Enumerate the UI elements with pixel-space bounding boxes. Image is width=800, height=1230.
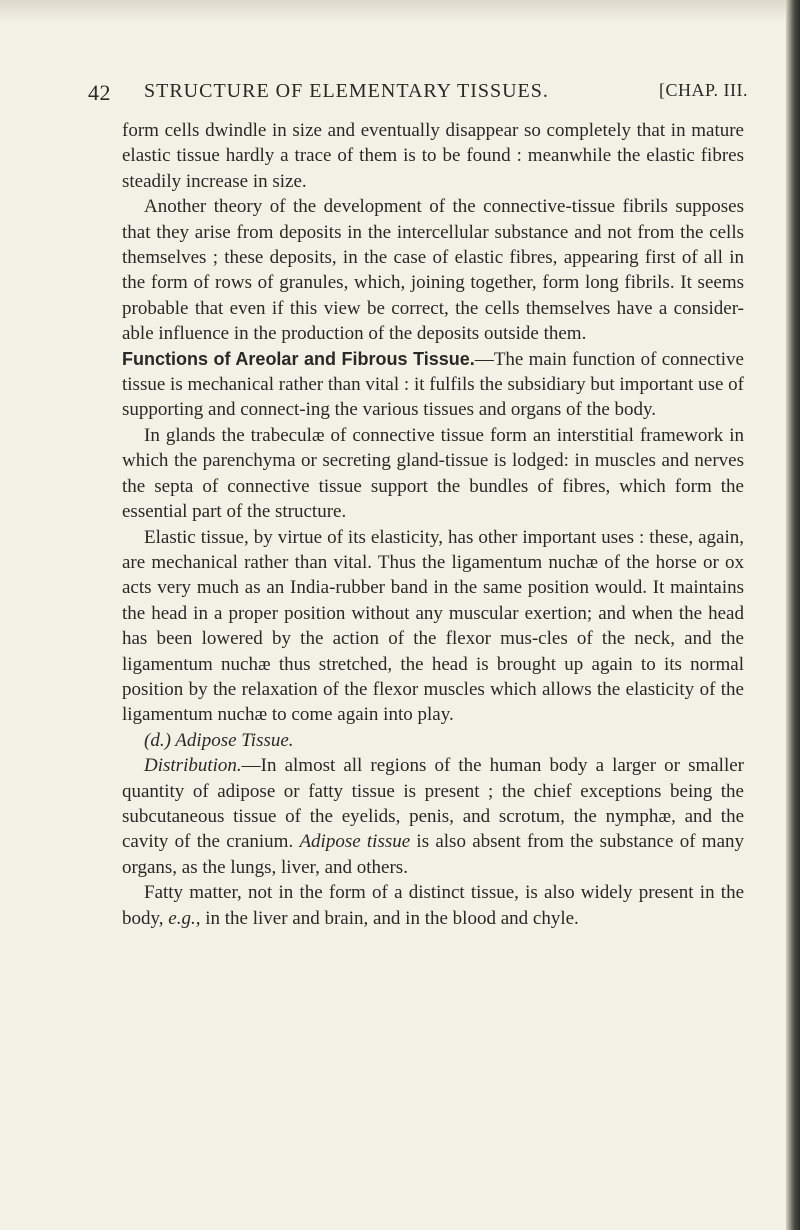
italic-term: Adipose tissue: [299, 831, 411, 853]
paragraph-text: Fatty matter, not in the form of a distinct tissue, is also widely present in the body,: [122, 882, 744, 929]
italic-abbrev: e.g.: [168, 907, 196, 929]
paragraph-text: Another theory of the development of the connective-tissue fibrils supposes that they arise from deposits in the intercellular substance and not from the cells themselves ; these deposits, in the case of elastic fibres, appearing first of all in the form of rows of granules, which, joining together, form long fibrils. It seems probable that even if this view be correct, the cells themselves have a consider-able influence in the production of the deposits outside them.: [122, 196, 744, 345]
heading-text: (d.) Adipose Tissue.: [144, 729, 294, 751]
paragraph-text: , in the liver and brain, and in the blood and chyle.: [195, 907, 579, 929]
page-body: [122, 118, 744, 931]
paragraph-2: [122, 194, 744, 346]
paragraph-elastic: [122, 525, 744, 728]
page-binding-edge: [786, 0, 800, 1230]
running-title: STRUCTURE OF ELEMENTARY TISSUES.: [144, 80, 549, 102]
paragraph-text: —The main function of connective tissue is mechanical rather than vital : it fulfils the subsidiary but important use of supporting and connect-ing the various tissues and organs of the body.: [122, 348, 744, 421]
subheading-distribution: Distribution.: [144, 755, 242, 777]
paragraph-1: [122, 118, 744, 194]
paragraph-text: Elastic tissue, by virtue of its elasticity, has other important uses : these, again, are mechanical rather than vital. Thus the ligamentum nuchæ of the horse or ox acts very much as an India-rubber band in the same position would. It maintains the head in a proper position without any muscular exertion; and when the head has been lowered by the action of the flexor mus-cles of the neck, and the ligamentum nuchæ thus stretched, the head is brought up again to its normal position by the relaxation of the flexor muscles which allows the elasticity of the ligamentum nuchæ to come again into play.: [122, 526, 744, 726]
paragraph-text: In glands the trabeculæ of connective tissue form an interstitial framework in which the parenchyma or secreting gland-tissue is lodged: in muscles and nerves the septa of connective tissue support the bundles of fibres, which form the essential part of the structure.: [122, 424, 744, 523]
paragraph-text: form cells dwindle in size and eventually disappear so completely that in mature elastic tissue hardly a trace of them is to be found : meanwhile the elastic fibres steadily increase in size.: [122, 120, 744, 192]
section-heading-functions: Functions of Areolar and Fibrous Tissue.: [122, 348, 475, 369]
chapter-label: [CHAP. III.: [659, 80, 748, 100]
page-header: [88, 80, 748, 110]
paragraph-text: is also absent from the substance of many organs, as the lungs, liver, and others.: [122, 831, 744, 878]
section-heading-adipose: [122, 728, 744, 753]
paragraph-distribution: [122, 753, 744, 880]
paragraph-text: —In almost all regions of the human body a larger or smaller quantity of adipose or fatty tissue is present ; the chief exceptions being the subcutaneous tissue of the eyelids, penis, and scrotum, the nymphæ, and the cavity of the cranium.: [122, 755, 744, 853]
page-number: 42: [88, 80, 111, 105]
paragraph-functions: [122, 347, 744, 423]
paragraph-glands: [122, 423, 744, 525]
page-top-shadow: [0, 0, 800, 22]
paragraph-fatty-matter: [122, 880, 744, 931]
